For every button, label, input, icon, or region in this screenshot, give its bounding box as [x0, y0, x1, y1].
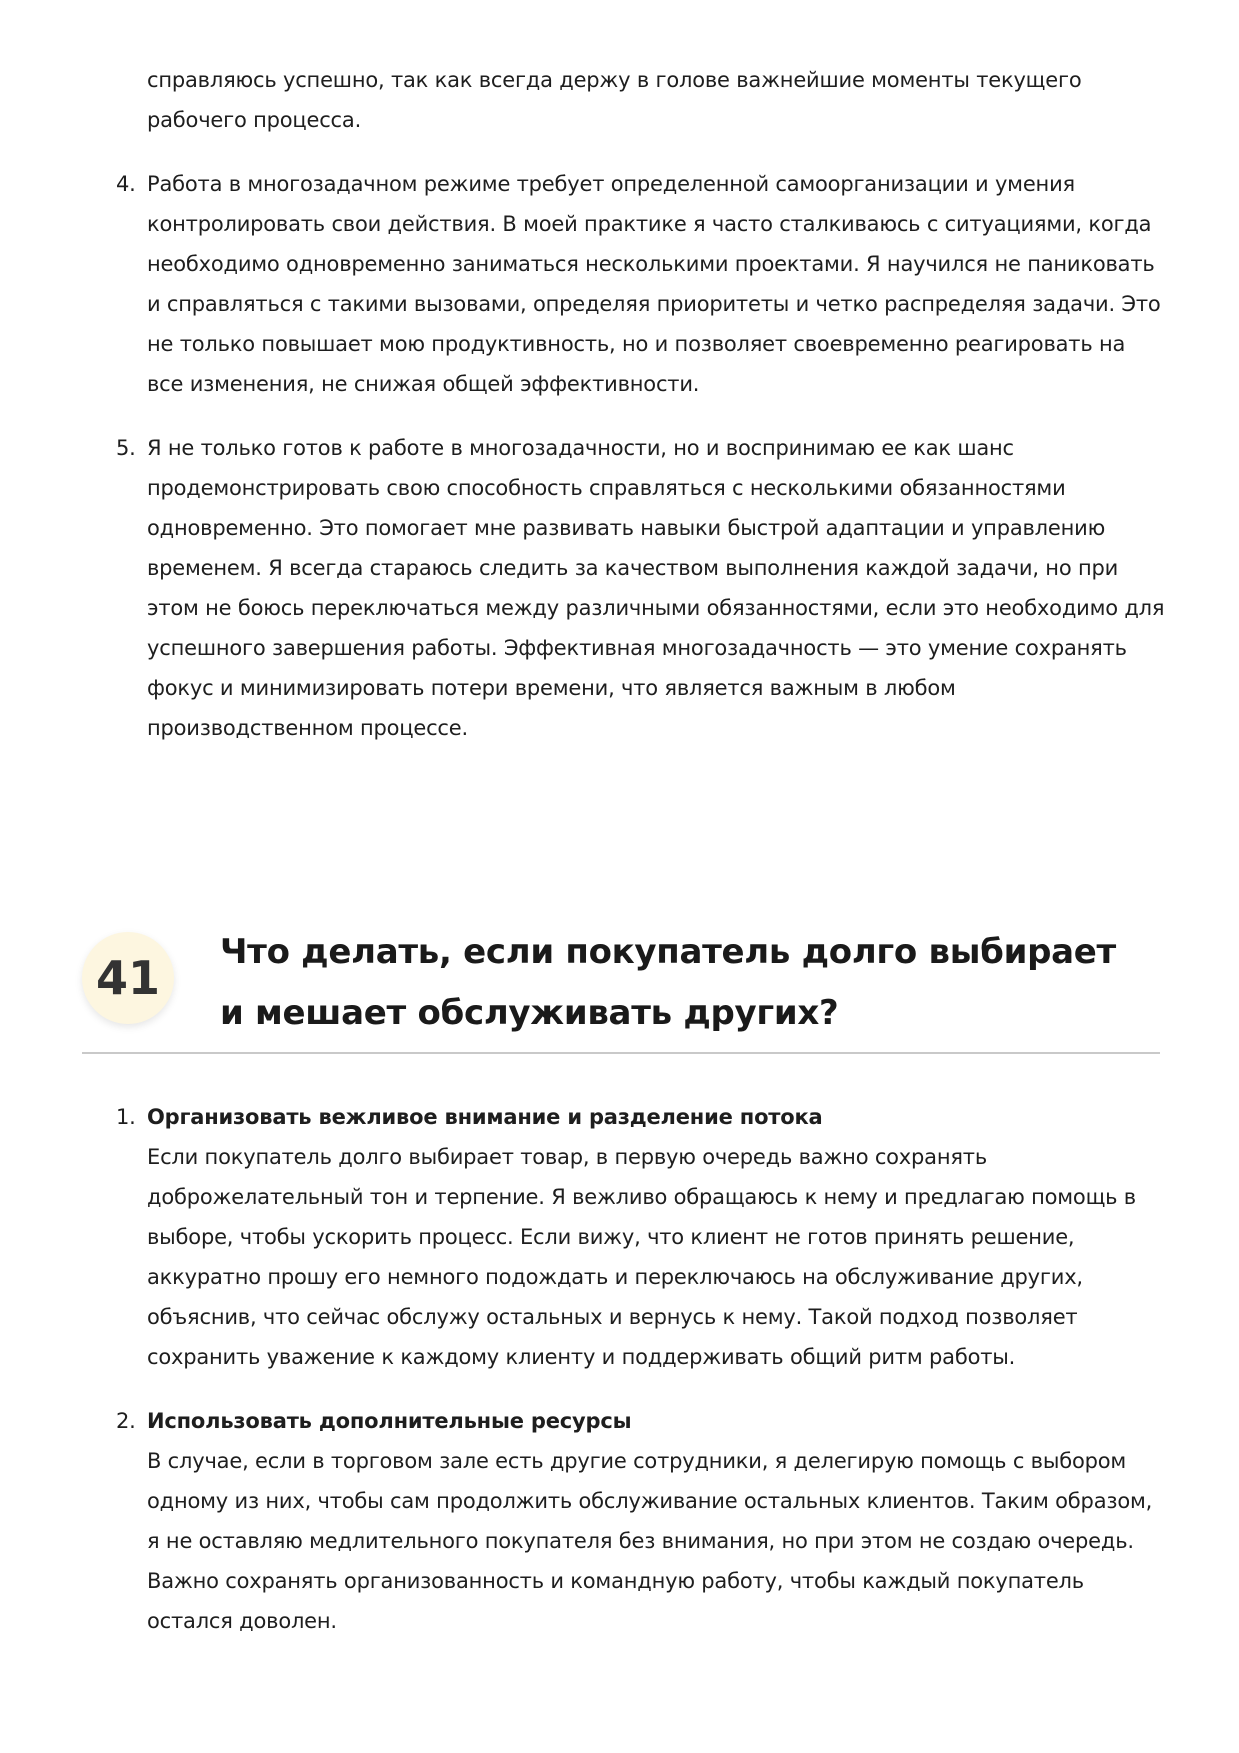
- list-item-text: Если покупатель долго выбирает товар, в первую очередь важно сохранять доброжелательный тон и терпение. Я вежливо обращаюсь к нему и предлагаю помощь в выборе, чтобы ускорить процесс. Если вижу, что клиент не готов принять решение, аккуратно прошу его немного подождать и переключаюсь на обслуживание других, объяснив, что сейчас обслужу остальных и вернусь к нему. Такой подход позволяет сохранить уважение к каждому клиенту и поддерживать общий ритм работы.: [147, 1145, 1136, 1369]
- list-item-text: В случае, если в торговом зале есть другие сотрудники, я делегирую помощь с выбором одному из них, чтобы сам продолжить обслуживание остальных клиентов. Таким образом, я не оставляю медлительного покупателя без внимания, но при этом не создаю очередь. Важно сохранять организованность и командную работу, чтобы каждый покупатель остался доволен.: [147, 1449, 1153, 1633]
- list-item-number: 2.: [116, 1409, 136, 1433]
- list-item-title: Организовать вежливое внимание и разделение потока: [147, 1105, 823, 1129]
- list-item-text: Я не только готов к работе в многозадачности, но и воспринимаю ее как шанс продемонстрировать свою способность справляться с несколькими обязанностями одновременно. Это помогает мне развивать навыки быстрой адаптации и управлению временем. Я всегда стараюсь следить за качеством выполнения каждой задачи, но при этом не боюсь переключаться между различными обязанностями, если это необходимо для успешного завершения работы. Эффективная многозадачность — это умение сохранять фокус и минимизировать потери времени, что является важным в любом производственном процессе.: [147, 436, 1165, 740]
- list-item-title: Использовать дополнительные ресурсы: [147, 1409, 632, 1433]
- list-item: [116, 1401, 1166, 1641]
- previous-answers-list: [116, 60, 1166, 772]
- answers-list: [116, 1097, 1166, 1665]
- list-item-number: 1.: [116, 1105, 136, 1129]
- question-number-badge: 41: [82, 932, 174, 1024]
- question-title: Что делать, если покупатель долго выбирает и мешает обслуживать других?: [220, 932, 1116, 1033]
- list-item-text: Работа в многозадачном режиме требует определенной самоорганизации и умения контролировать свои действия. В моей практике я часто сталкиваюсь с ситуациями, когда необходимо одновременно заниматься несколькими проектами. Я научился не паниковать и справляться с такими вызовами, определяя приоритеты и четко распределяя задачи. Это не только повышает мою продуктивность, но и позволяет своевременно реагировать на все изменения, не снижая общей эффективности.: [147, 172, 1161, 396]
- list-item: [116, 164, 1166, 404]
- list-item: [116, 428, 1166, 748]
- list-item-number: 4.: [116, 172, 136, 196]
- list-item-continued: [116, 60, 1166, 140]
- list-item-number: 5.: [116, 436, 136, 460]
- list-item: [116, 1097, 1166, 1377]
- list-item-text: справляюсь успешно, так как всегда держу в голове важнейшие моменты текущего рабочего процесса.: [147, 68, 1082, 132]
- question-header: [82, 922, 1160, 1054]
